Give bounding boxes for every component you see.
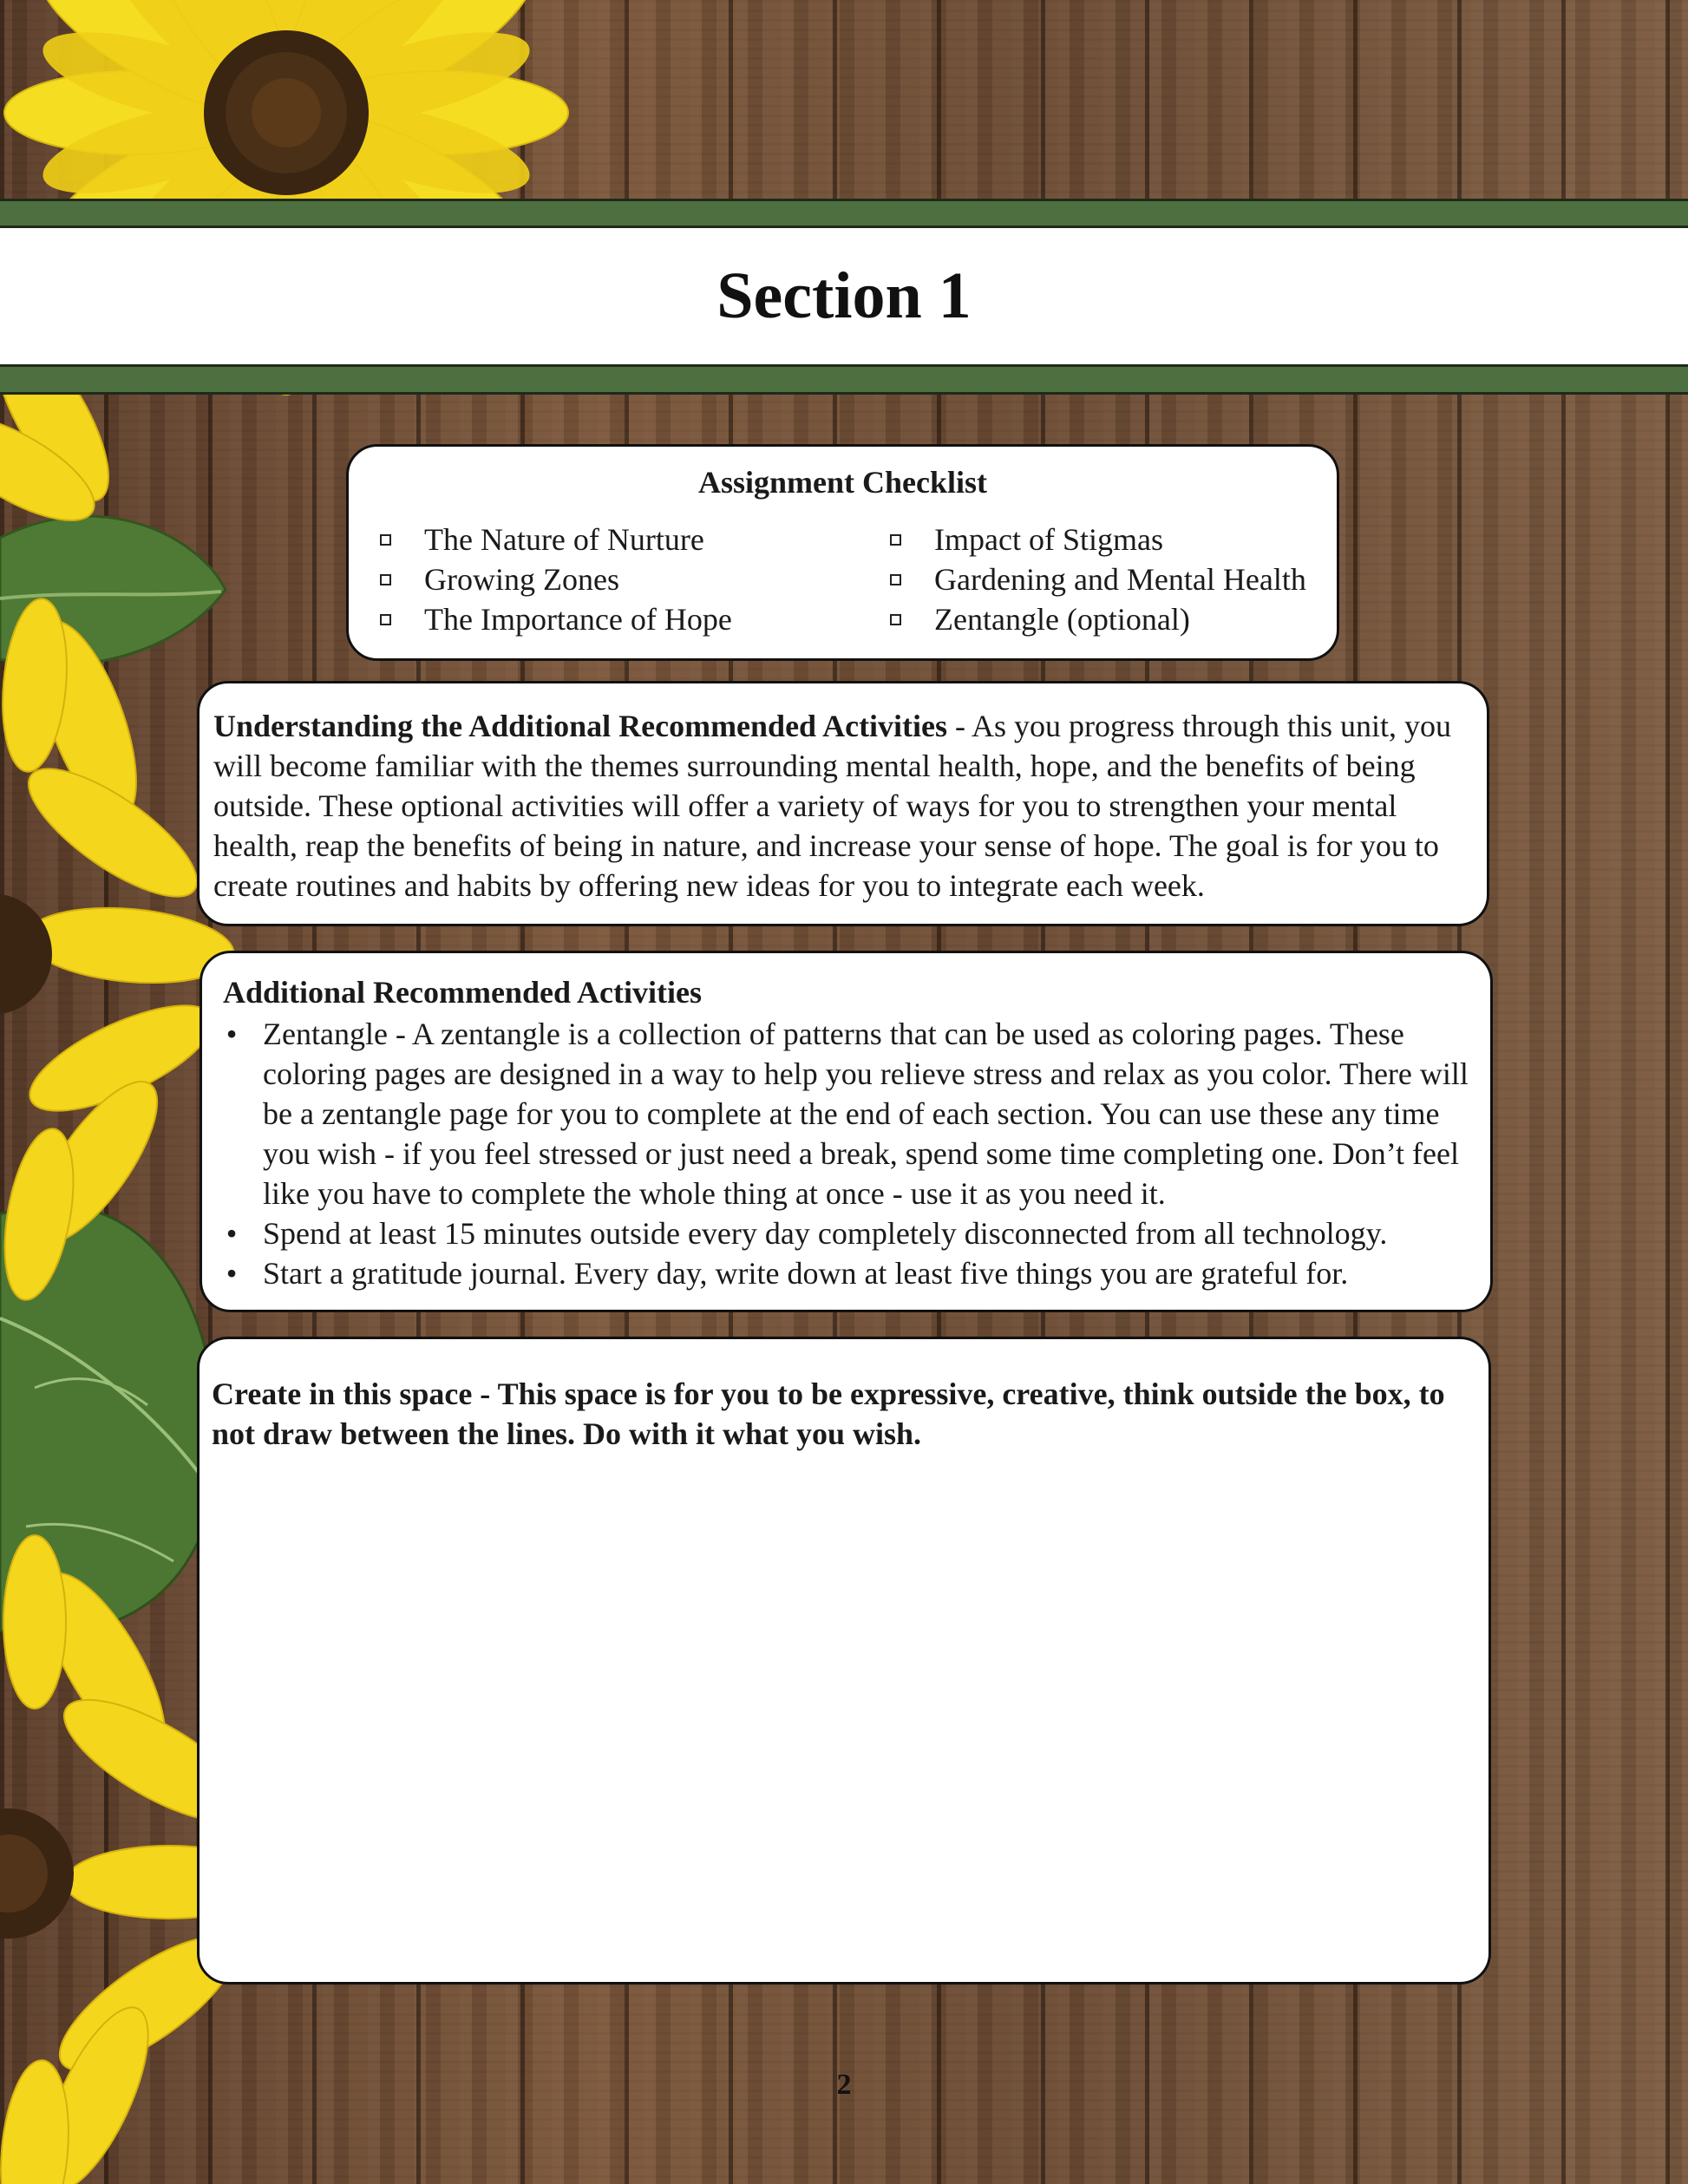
checklist-item[interactable] [380,559,732,599]
checklist-left-column [380,520,732,639]
understanding-text: - As you progress through this unit, you will become familiar with the themes surrounding mental health, hope, and the benefits of being outside. These optional activities will offer a variety of ways for you to strengthen your mental health, reap the benefits of being in nature, and increase your sense of hope. The goal is for you to create routines and habits by offering new ideas for you to integrate each week. [213,709,1452,903]
checklist-item-label: The Importance of Hope [424,602,732,637]
activity-text: Spend at least 15 minutes outside every day completely disconnected from all technology. [263,1216,1388,1251]
checklist-item[interactable] [890,520,1306,559]
checklist-item-label: The Nature of Nurture [424,522,704,557]
checkbox-icon[interactable] [890,534,901,546]
bottom-green-band [0,364,1688,395]
checklist-right-column [890,520,1306,639]
bullet-icon: • [226,1256,238,1291]
understanding-paragraph [213,706,1480,906]
assignment-checklist-box [346,444,1339,661]
checkbox-icon[interactable] [890,614,901,625]
checkbox-icon[interactable] [380,534,391,546]
activity-text: Zentangle - A zentangle is a collection of patterns that can be used as coloring pages. These coloring pages are designed in a way to help you relieve stress and relax as you color. There will be a zentangle page for you to complete at the end of each section. You can use these any time you wish - if you feel stressed or just need a break, spend some time completing one. Don’t feel like you have to complete the whole thing at once - use it as you need it. [263,1017,1469,1211]
checkbox-icon[interactable] [890,574,901,585]
activity-text: Start a gratitude journal. Every day, write down at least five things you are grateful for. [263,1256,1349,1291]
bullet-icon: • [226,1017,238,1051]
checkbox-icon[interactable] [380,574,391,585]
top-green-band [0,199,1688,228]
checklist-title: Assignment Checklist [697,465,988,500]
understanding-activities-box [197,681,1489,926]
checklist-item-label: Zentangle (optional) [934,602,1190,637]
understanding-heading: Understanding the Additional Recommended Activities [213,709,948,743]
list-item [214,1213,1489,1253]
checklist-item-label: Gardening and Mental Health [934,562,1306,597]
checklist-item-label: Growing Zones [424,562,619,597]
checkbox-icon[interactable] [380,614,391,625]
checklist-item[interactable] [380,520,732,559]
activities-list [214,1014,1489,1293]
page-number: 2 [836,2069,852,2101]
create-space-text: Create in this space - This space is for you to be expressive, creative, think outside the box, to not draw between the lines. Do with it what you wish. [212,1376,1445,1451]
checklist-item-label: Impact of Stigmas [934,522,1163,557]
checklist-item[interactable] [890,559,1306,599]
page-title: Section 1 [716,259,972,332]
list-item [214,1253,1489,1293]
checklist-item[interactable] [380,599,732,639]
bullet-icon: • [226,1216,238,1251]
activities-heading: Additional Recommended Activities [223,975,702,1010]
checklist-item[interactable] [890,599,1306,639]
list-item [214,1014,1489,1213]
create-space-box[interactable] [197,1337,1491,1985]
additional-activities-box [200,951,1493,1312]
